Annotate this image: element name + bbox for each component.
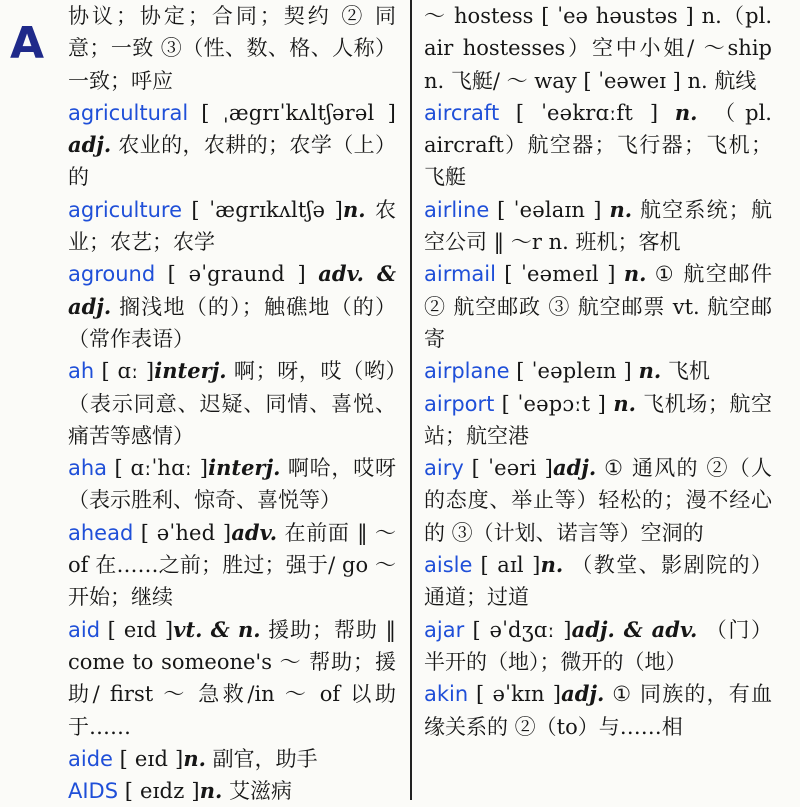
entry-definition: 艾滋病 (229, 779, 293, 804)
entry-part-of-speech: n. (613, 390, 636, 416)
entry-pronunciation: [ ˈeəmeɪl ] (504, 262, 616, 287)
entry-headword: agricultural (68, 100, 189, 125)
dictionary-entry (424, 258, 772, 355)
entry-part-of-speech: adj. (561, 681, 605, 707)
entry-pronunciation: [ əˈgraund ] (167, 262, 306, 287)
dictionary-entry (424, 194, 772, 259)
entry-definition: 农业的，农耕的；农学（上）的 (68, 133, 396, 190)
entry-pronunciation: [ ˌægrɪˈkʌltʃərəl ] (201, 100, 396, 125)
entry-definition: ～ hostess [ ˈeə həustəs ] n.（pl. air hostesses）空中小姐/ ～ship n. 飞艇/ ～ way [ ˈeəweɪ ] n. 航线 (424, 4, 772, 93)
dictionary-entry (68, 452, 396, 517)
entry-definition: 飞机 (667, 359, 710, 384)
entry-pronunciation: [ əˈhed ] (140, 520, 232, 545)
dictionary-entry (424, 452, 772, 549)
entry-headword: aha (68, 456, 108, 481)
entry-pronunciation: [ ˈeəpɔːt ] (501, 391, 607, 416)
entry-pronunciation: [ ˈeəri ] (471, 456, 554, 481)
entry-pronunciation: [ ˈeəlaɪn ] (497, 197, 602, 222)
entry-part-of-speech: n. (183, 745, 206, 771)
entry-pronunciation: [ eɪdz ] (124, 779, 200, 804)
entry-headword: ah (68, 359, 95, 384)
entry-pronunciation: [ aɪl ] (480, 553, 541, 578)
entry-definition: （门）半开的（地）；微开的（地） (424, 617, 772, 674)
entry-definition: 航空系统；航空公司 ‖ ～r n. 班机；客机 (424, 197, 772, 255)
dictionary-column-left (68, 0, 396, 807)
entry-definition: 搁浅地（的）；触礁地（的）（常作表语） (68, 294, 397, 351)
entry-part-of-speech: adv. (231, 519, 278, 545)
dictionary-entry (424, 388, 772, 453)
entry-pronunciation: [ əˈkɪn ] (476, 682, 562, 707)
entry-part-of-speech: adj. (68, 132, 112, 158)
entry-headword: AIDS (68, 779, 119, 804)
entry-headword: aid (68, 617, 101, 642)
dictionary-entry (68, 258, 396, 355)
entry-headword: airline (424, 197, 490, 222)
entry-headword: ahead (68, 520, 134, 545)
entry-headword: akin (424, 682, 469, 707)
dictionary-entry (424, 0, 772, 97)
entry-pronunciation: [ ˈeəpleɪn ] (516, 359, 632, 384)
entry-headword: aground (68, 262, 156, 287)
entry-definition: 农业；农艺；农学 (68, 197, 396, 255)
entry-definition: 援助；帮助 ‖ come to someone's ～ 帮助；援助/ first ～ 急救/in ～ of 以助于…… (68, 617, 396, 739)
dictionary-entry (68, 355, 396, 452)
entry-pronunciation: [ ˈeəkrɑːft ] (515, 100, 659, 125)
entry-part-of-speech: n. (638, 358, 662, 384)
dictionary-entry (68, 97, 396, 194)
column-divider (410, 0, 412, 800)
dictionary-entry (424, 355, 772, 387)
entry-definition: （pl. aircraft）航空器；飞行器；飞机；飞艇 (424, 100, 772, 190)
dictionary-entry (424, 614, 772, 679)
entry-part-of-speech: adv. & adj. (68, 261, 396, 319)
entry-part-of-speech: n. (343, 196, 366, 222)
entry-headword: airport (424, 391, 495, 416)
entry-part-of-speech: n. (540, 552, 564, 578)
dictionary-column-right (424, 0, 772, 743)
dictionary-entry (68, 743, 396, 775)
entry-pronunciation: [ ɑːˈhɑː ] (114, 456, 209, 481)
section-letter-tab: A (10, 18, 45, 69)
entry-part-of-speech: n. (609, 196, 633, 222)
entry-headword: aircraft (424, 100, 500, 125)
entry-pronunciation: [ eɪd ] (119, 746, 184, 771)
entry-part-of-speech: vt. & n. (173, 616, 261, 642)
entry-definition: 在前面 ‖ ～ of 在……之前；胜过；强于/ go ～ 开始；继续 (68, 520, 396, 610)
entry-pronunciation: [ eɪd ] (107, 617, 174, 642)
entry-part-of-speech: adj. & adv. (571, 616, 698, 642)
entry-headword: ajar (424, 617, 465, 642)
entry-part-of-speech: n. (623, 261, 647, 287)
entry-pronunciation: [ əˈdʒɑː ] (472, 617, 572, 642)
entry-definition: 啊哈，哎呀（表示胜利、惊奇、喜悦等） (68, 456, 396, 513)
entry-definition: 副官，助手 (212, 746, 318, 771)
dictionary-entry (424, 678, 772, 743)
entry-definition: ① 通风的 ②（人的态度、举止等）轻松的；漫不经心的 ③（计划、诺言等）空洞的 (424, 456, 772, 545)
entry-definition: ① 航空邮件 ② 航空邮政 ③ 航空邮票 vt. 航空邮寄 (424, 262, 772, 351)
entry-headword: agriculture (68, 197, 182, 222)
dictionary-entry (424, 97, 772, 194)
entry-headword: airplane (424, 359, 510, 384)
dictionary-entry (68, 614, 396, 743)
entry-definition: 飞机场；航空站；航空港 (424, 391, 772, 448)
entry-headword: airmail (424, 262, 496, 287)
dictionary-entry (424, 549, 772, 614)
entry-headword: aide (68, 746, 113, 771)
entry-part-of-speech: n. (674, 99, 698, 125)
entry-part-of-speech: adj. (553, 455, 597, 481)
entry-definition: （教堂、影剧院的）通道；过道 (424, 553, 772, 610)
entry-definition: 协议；协定；合同；契约 ② 同意；一致 ③（性、数、格、人称）一致；呼应 (68, 4, 396, 93)
entry-definition: ① 同族的，有血缘关系的 ②（to）与……相 (424, 682, 772, 739)
dictionary-entry (68, 517, 396, 614)
dictionary-entry (68, 775, 396, 807)
entry-part-of-speech: n. (199, 778, 223, 804)
entry-part-of-speech: interj. (208, 455, 281, 481)
entry-headword: aisle (424, 553, 473, 578)
dictionary-entry (68, 194, 396, 259)
entry-pronunciation: [ ˈægrɪkʌltʃə ] (191, 197, 344, 222)
entry-part-of-speech: interj. (154, 358, 227, 384)
entry-definition: 啊；呀，哎（哟）（表示同意、迟疑、同情、喜悦、痛苦等感情） (68, 359, 396, 448)
entry-pronunciation: [ ɑː ] (101, 359, 155, 384)
entry-headword: airy (424, 456, 464, 481)
dictionary-entry (68, 0, 396, 97)
